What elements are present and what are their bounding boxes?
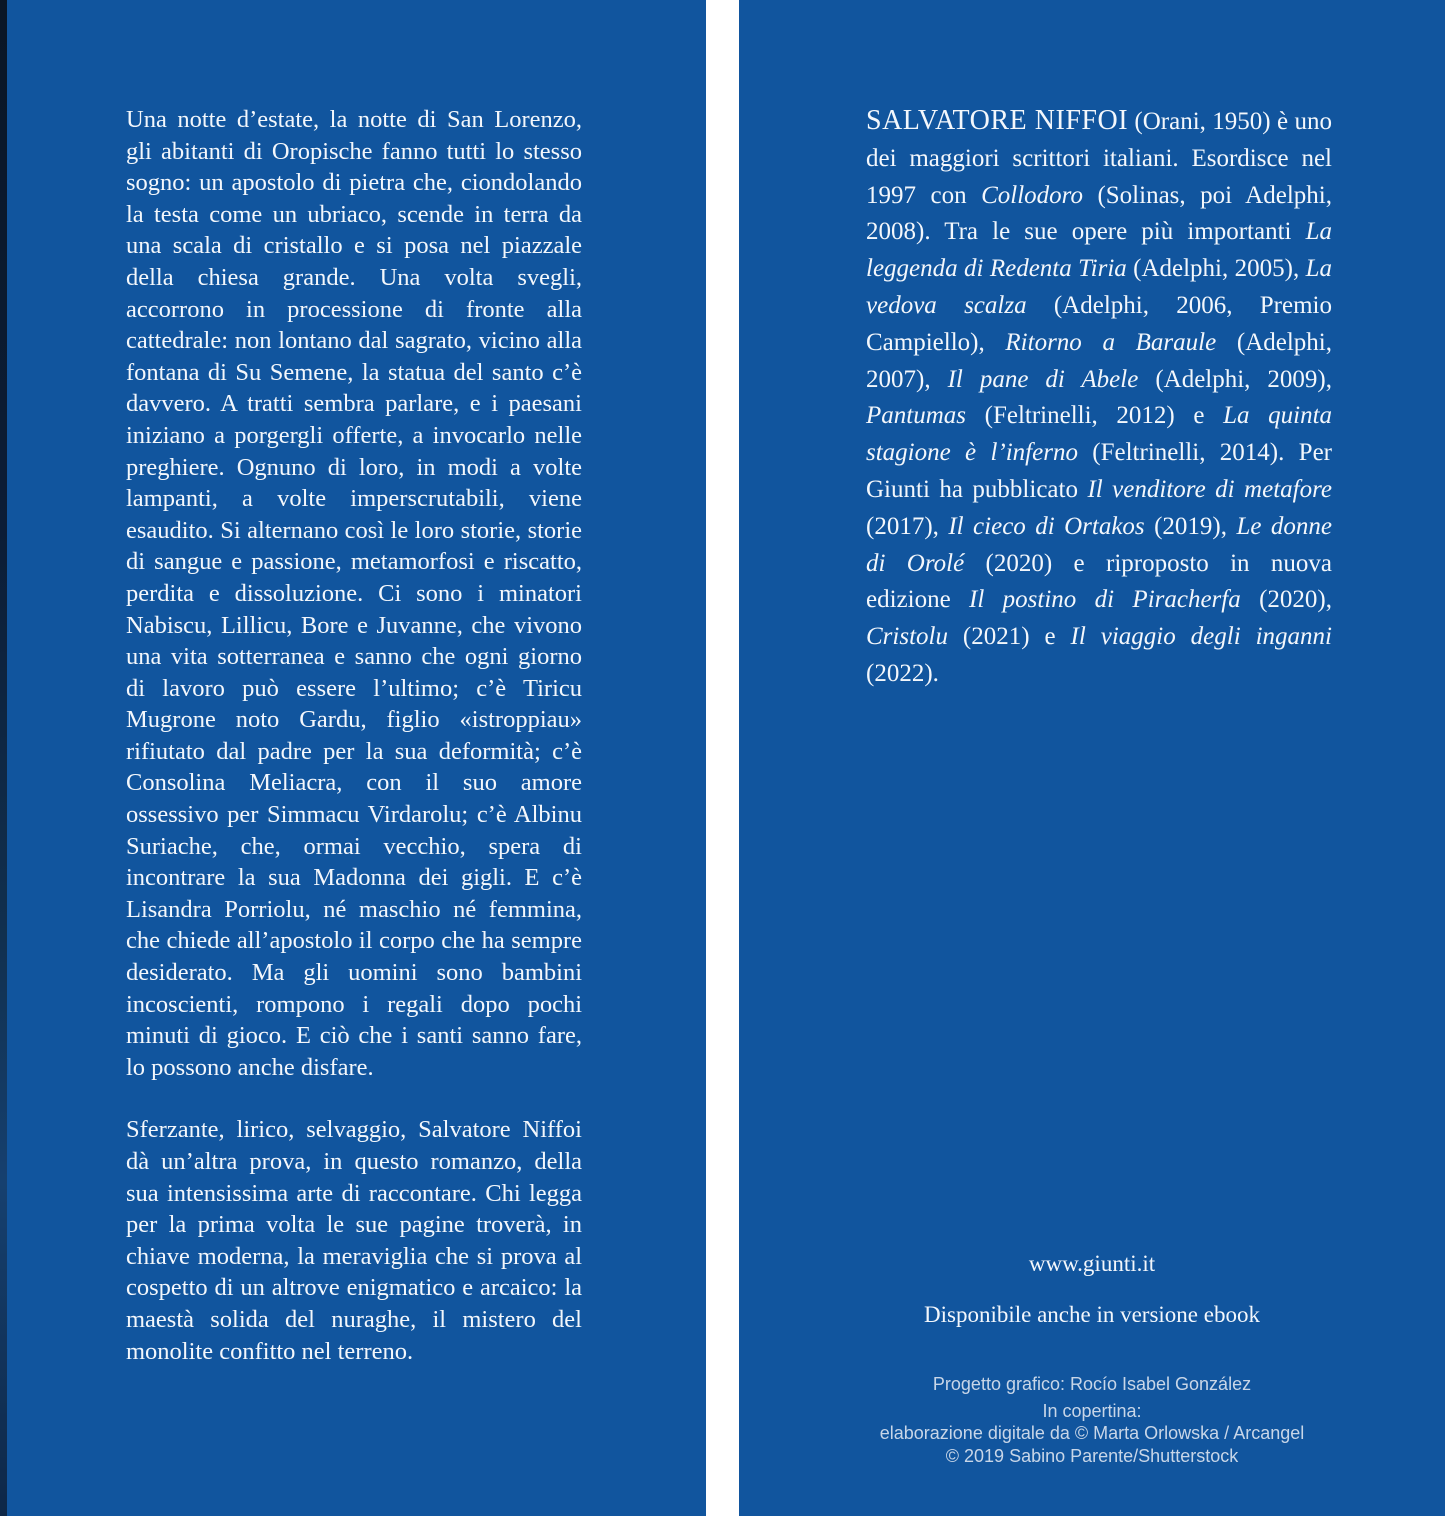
bio-text: (Feltrinelli, 2012) e — [966, 402, 1224, 430]
bio-text: (Feltrinelli, 2014). Per Giunti ha pubblicato — [866, 439, 1332, 503]
bio-text: (Orani, 1950) è uno dei maggiori scrittori italiani. Esordisce nel 1997 con — [866, 108, 1332, 209]
panel-divider — [706, 0, 739, 1516]
book-title: Cristolu — [866, 623, 948, 651]
credit-line: Progetto grafico: Rocío Isabel González — [932, 1374, 1252, 1394]
credit-line: In copertina: — [1042, 1400, 1142, 1421]
bio-text: (Adelphi, 2009), — [1138, 365, 1332, 393]
credit-line: elaborazione digitale da © Marta Orlowska / Arcangel — [879, 1423, 1305, 1443]
book-title: Il pane di Abele — [947, 365, 1139, 393]
bio-text: (2017), — [866, 512, 949, 540]
bio-text: (2019), — [1144, 512, 1237, 540]
book-title: Il postino di Piracherfa — [969, 586, 1241, 614]
ebook-availability-note: Disponibile anche in versione ebook — [924, 1302, 1260, 1327]
book-title: Pantumas — [866, 402, 966, 430]
book-title: Il cieco di Ortakos — [948, 512, 1145, 540]
book-title: Ritorno a Baraule — [1005, 328, 1217, 356]
bio-text: (Adelphi, 2005), — [1126, 255, 1306, 283]
book-title: Il venditore di metafore — [1087, 475, 1332, 503]
bio-text: (2022). — [866, 659, 939, 687]
synopsis-paragraph: Una notte d’estate, la notte di San Lorenzo, gli abitanti di Oropische fanno tutti lo stesso sogno: un apostolo di pietra che, ciondolando la testa come un ubriaco, scende in terra da una scala di cristallo e si posa nel piazzale della chiesa grande. Una volta svegli, accorrono in processione di fronte alla cattedrale: non lontano dal sagrato, vicino alla fontana di Su Semene, la statua del santo c’è davvero. A tratti sembra parlare, e i paesani iniziano a porgergli offerte, a invocarlo nelle preghiere. Ognuno di loro, in modi a volte lampanti, a volte imperscrutabili, viene esaudito. Si alternano così le loro storie, storie di sangue e passione, metamorfosi e riscatto, perdita e dissoluzione. Ci sono i minatori Nabiscu, Lillicu, Bore e Juvanne, che vivono una vita sotterranea e sanno che ogni giorno di lavoro può essere l’ultimo; c’è Tiricu Mugrone noto Gardu, figlio «istroppiau» rifiutato dal padre per la sua deformità; c’è Consolina Meliacra, con il suo amore ossessivo per Simmacu Virdarolu; c’è Albinu Suriache, che, ormai vecchio, spera di incontrare la sua Madonna dei gigli. E c’è Lisandra Porriolu, né maschio né femmina, che chiede all’apostolo il corpo che ha sempre desiderato. Ma gli uomini sono bambini incoscienti, rompono i regali dopo pochi minuti di gioco. E ciò che i santi sanno fare, lo possono anche disfare. — [126, 106, 582, 1081]
author-name: SALVATORE NIFFOI — [866, 105, 1129, 136]
author-bio — [866, 103, 1332, 693]
publisher-website: www.giunti.it — [1028, 1251, 1156, 1276]
book-title: Collodoro — [981, 181, 1083, 209]
synopsis-paragraph: Sferzante, lirico, selvaggio, Salvatore Niffoi dà un’altra prova, in questo romanzo, della sua intensissima arte di raccontare. Chi legga per la prima volta le sue pagine troverà, in chiave moderna, la meraviglia che si prova al cospetto di un altrove enigmatico e arcaico: la maestà solida del nuraghe, il mistero del monolite confitto nel terreno. — [126, 1116, 582, 1365]
bio-text: (2021) e — [947, 623, 1071, 651]
synopsis-text — [126, 104, 582, 1367]
book-title: Le donne di Orolé — [866, 512, 1332, 577]
bio-text: (2020) e riproposto in nuova edizione — [866, 549, 1333, 614]
bio-text: (Solinas, poi Adelphi, 2008). Tra le sue opere più importanti — [866, 181, 1332, 246]
design-credits — [739, 1373, 1445, 1467]
bio-text: (Adelphi, 2007), — [866, 328, 1332, 393]
bio-text: (2020), — [1240, 586, 1332, 614]
bio-text: (Adelphi, 2006, Premio Campiello), — [866, 291, 1332, 356]
book-title: La vedova scalza — [866, 255, 1332, 319]
book-title: La leggenda di Redenta Tiria — [866, 218, 1332, 283]
book-title: Il viaggio degli inganni — [1070, 623, 1332, 651]
credit-line: © 2019 Sabino Parente/Shutterstock — [945, 1445, 1239, 1466]
book-title: La quinta stagione è l’inferno — [866, 402, 1333, 467]
spine-edge-strip — [0, 0, 7, 1516]
